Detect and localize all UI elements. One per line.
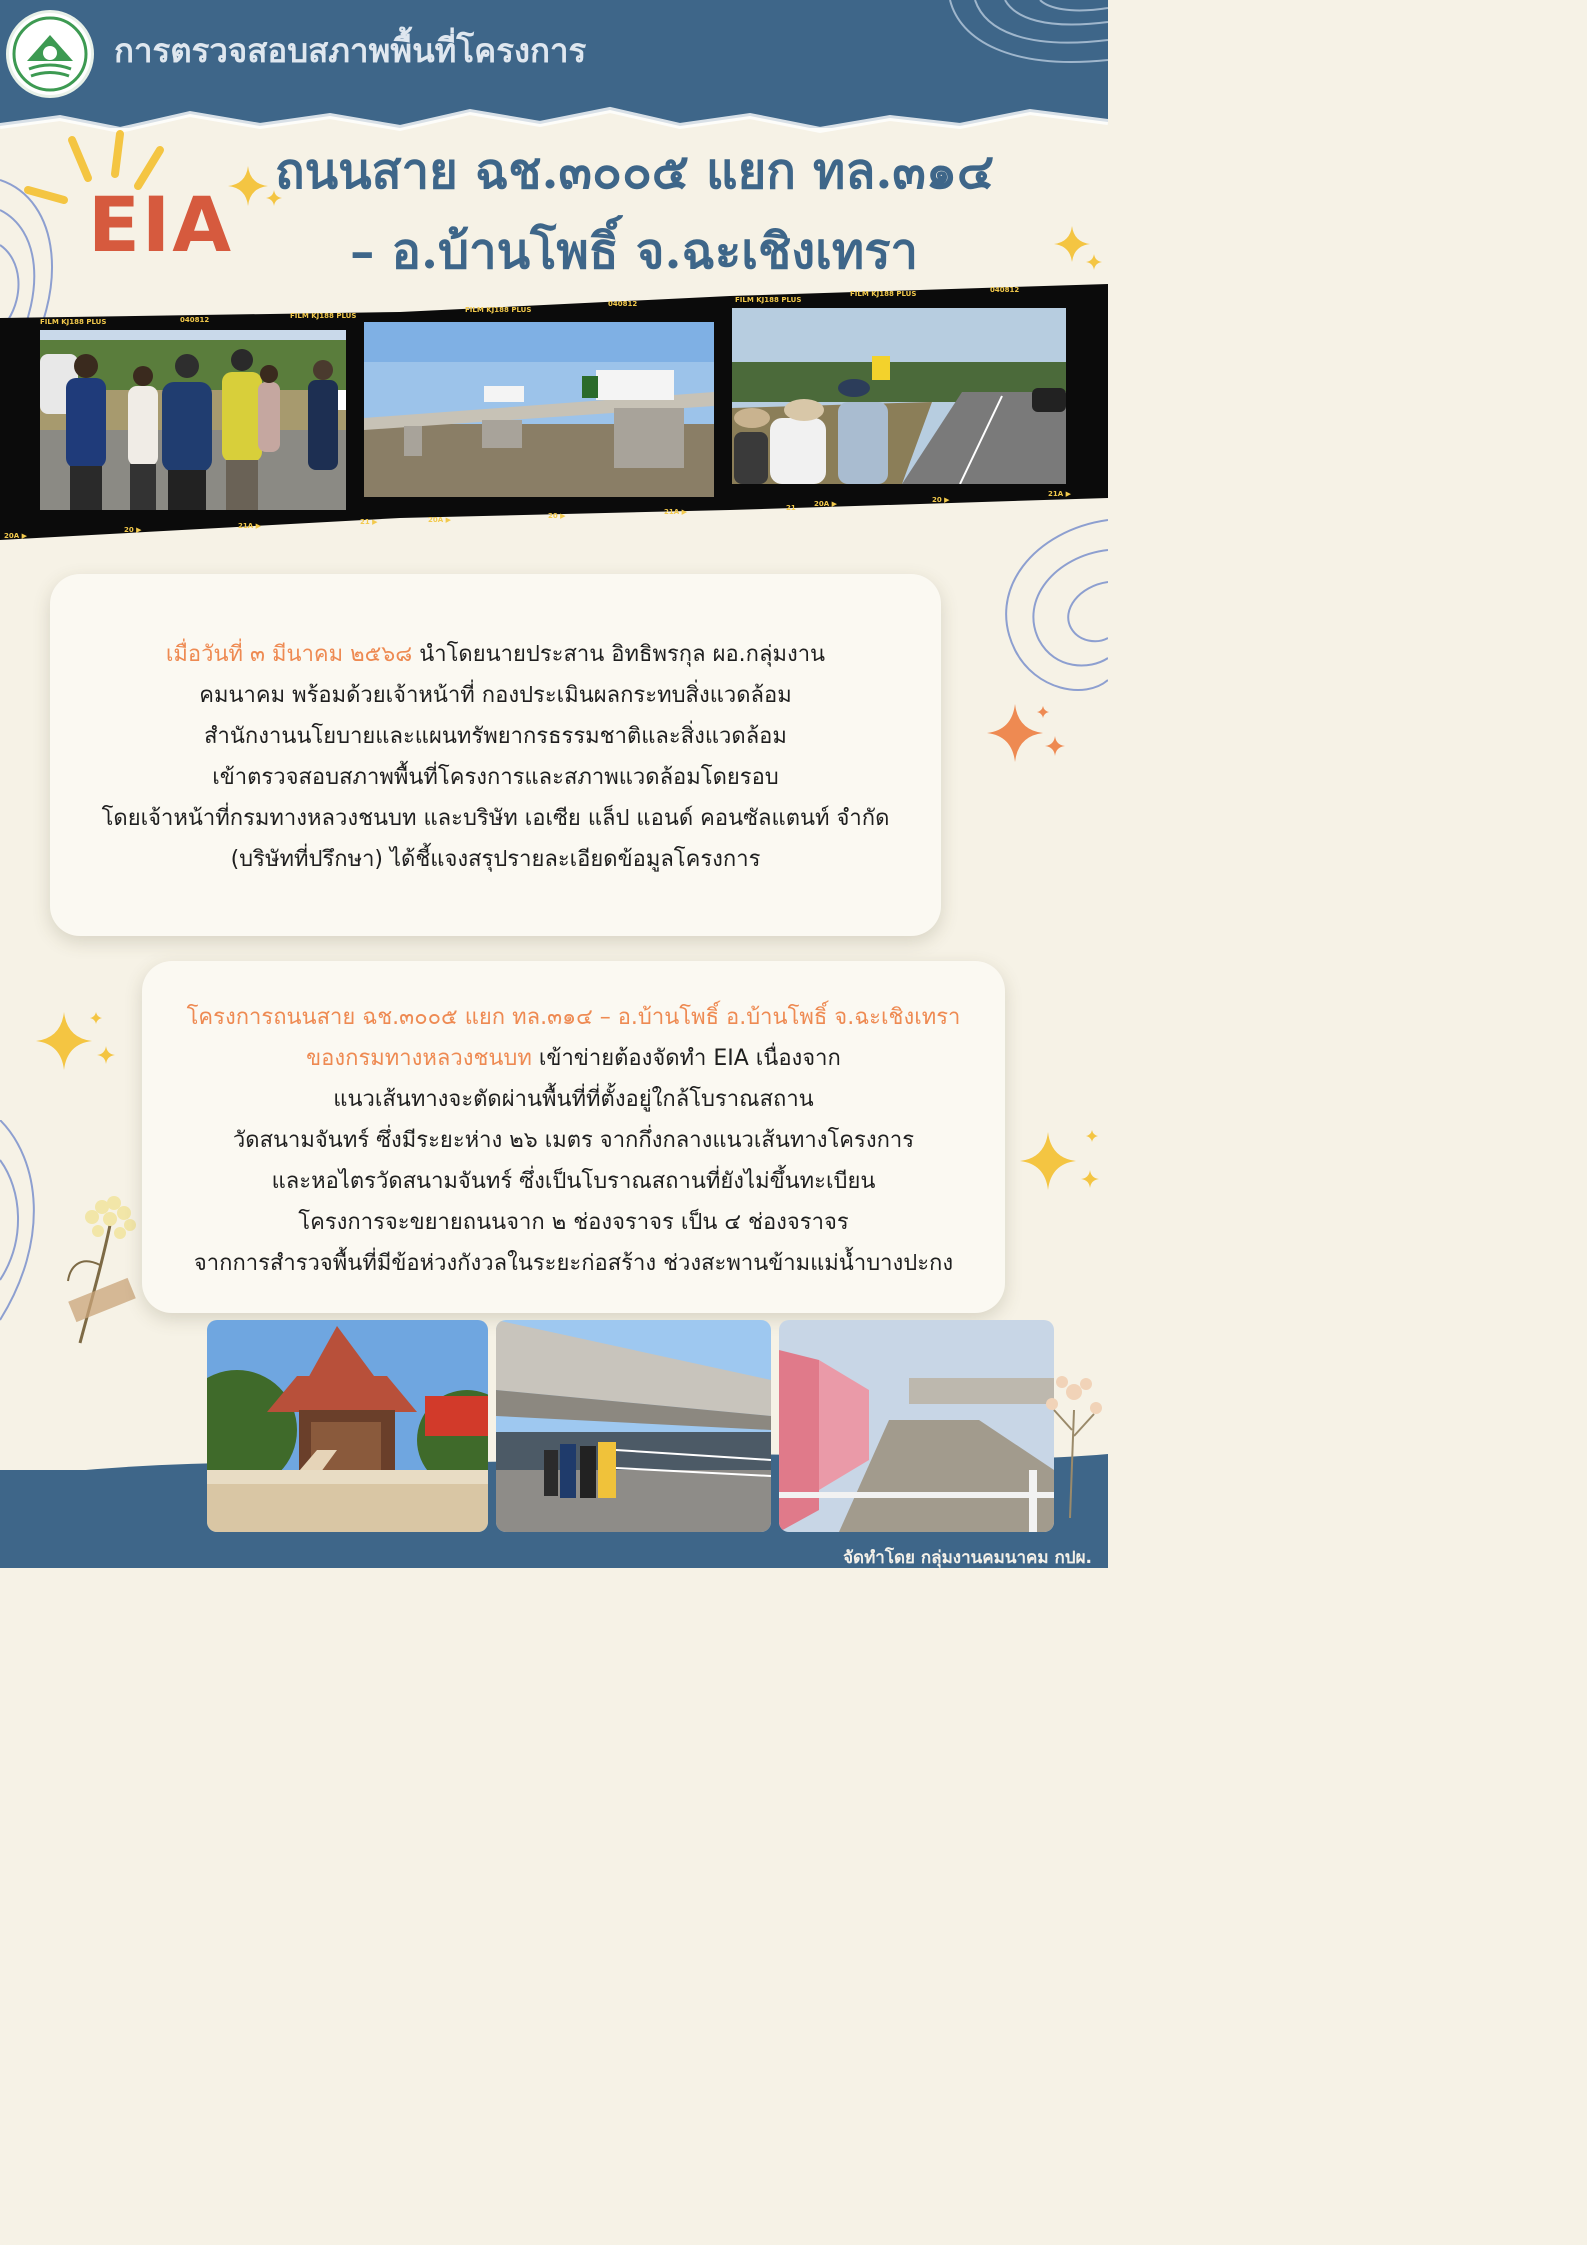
film-label: 21A ▶ (238, 522, 261, 530)
credit-text: จัดทำโดย กลุ่มงานคมนาคม กปผ. (843, 1548, 1092, 1568)
film-label: 20 ▶ (124, 526, 142, 534)
film-label: 21A ▶ (1048, 490, 1071, 498)
visit-summary-line: (บริษัทที่ปรึกษา) ได้ชี้แจงสรุปรายละเอียดข้อมูลโครงการ (230, 847, 761, 872)
bridge-underside-photo (496, 1320, 771, 1532)
sparkle-icon (1018, 1126, 1108, 1202)
temple-photo (207, 1320, 488, 1532)
film-label: FILM KJ188 PLUS (290, 312, 357, 320)
film-label: 21 ▶ (360, 518, 378, 526)
film-label: 040812 (990, 286, 1020, 294)
film-label: 21A ▶ (664, 508, 687, 516)
site-visit-photo-1 (40, 330, 346, 510)
logo-emblem-icon (9, 13, 91, 95)
film-label: FILM KJ188 PLUS (735, 296, 802, 304)
eia-badge: EIA (88, 180, 234, 269)
dried-flower-icon (1040, 1370, 1108, 1520)
visit-summary-line: เมื่อวันที่ ๓ มีนาคม ๒๕๖๘ นำโดยนายประสาน อิทธิพรกุล ผอ.กลุ่มงาน (165, 642, 826, 667)
film-label: 20A ▶ (814, 500, 837, 508)
visit-summary-line: สำนักงานนโยบายและแผนทรัพยากรธรรมชาติและสิ่งแวดล้อม (204, 724, 787, 749)
sparkle-icon (1050, 222, 1106, 278)
film-label: 040812 (180, 316, 210, 324)
project-details-line: และหอไตรวัดสนามจันทร์ ซึ่งเป็นโบราณสถานที่ยังไม่ขึ้นทะเบียน (271, 1169, 876, 1194)
film-label: 20 ▶ (932, 496, 950, 504)
visit-summary-line: เข้าตรวจสอบสภาพพื้นที่โครงการและสภาพแวดล้อมโดยรอบ (212, 765, 779, 790)
project-details-line: แนวเส้นทางจะตัดผ่านพื้นที่ที่ตั้งอยู่ใกล้โบราณสถาน (333, 1087, 814, 1112)
project-details-line: ของกรมทางหลวงชนบท เข้าข่ายต้องจัดทำ EIA เนื่องจาก (306, 1046, 841, 1071)
sparkle-icon (34, 1008, 124, 1080)
project-details-line: โครงการถนนสาย ฉช.๓๐๐๕ แยก ทล.๓๑๔ – อ.บ้านโพธิ์ อ.บ้านโพธิ์ จ.ฉะเชิงเทรา (186, 1005, 961, 1030)
project-details-line: โครงการจะขยายถนนจาก ๒ ช่องจราจร เป็น ๔ ช่องจราจร (298, 1210, 849, 1235)
visit-summary-line: โดยเจ้าหน้าที่กรมทางหลวงชนบท และบริษัท เอเซีย แล็ป แอนด์ คอนซัลแตนท์ จำกัด (101, 806, 890, 831)
film-label: 20A ▶ (428, 516, 451, 524)
site-visit-photo-2 (364, 322, 714, 497)
site-visit-photo-3 (732, 308, 1066, 484)
header-contour-decoration (930, 0, 1108, 110)
film-label: FILM KJ188 PLUS (40, 318, 107, 326)
film-label: 040812 (608, 300, 638, 308)
project-details-line: วัดสนามจันทร์ ซึ่งมีระยะห่าง ๒๖ เมตร จากกึ่งกลางแนวเส้นทางโครงการ (232, 1128, 915, 1153)
road-construction-photo (779, 1320, 1054, 1532)
film-label: 20A ▶ (4, 532, 27, 540)
visit-summary-card (50, 574, 941, 936)
visit-date: เมื่อวันที่ ๓ มีนาคม ๒๕๖๘ (165, 642, 413, 667)
film-label: FILM KJ188 PLUS (465, 306, 532, 314)
contour-lines-decoration (975, 510, 1108, 710)
project-details-card (142, 961, 1005, 1313)
film-label: FILM KJ188 PLUS (850, 290, 917, 298)
project-details-line: จากการสำรวจพื้นที่มีข้อห่วงกังวลในระยะก่อสร้าง ช่วงสะพานข้ามแม่น้ำบางปะกง (193, 1251, 954, 1276)
project-title-line-1: ถนนสาย ฉช.๓๐๐๕ แยก ทล.๓๑๔ (275, 142, 995, 200)
film-label: 21 (786, 504, 796, 512)
sparkle-icon (985, 700, 1075, 770)
organization-logo (6, 10, 94, 98)
film-label: 20 ▶ (548, 512, 566, 520)
visit-summary-line: คมนาคม พร้อมด้วยเจ้าหน้าที่ กองประเมินผลกระทบสิ่งแวดล้อม (199, 683, 792, 708)
project-title-line-2: – อ.บ้านโพธิ์ จ.ฉะเชิงเทรา (350, 222, 919, 280)
header-title: การตรวจสอบสภาพพื้นที่โครงการ (114, 31, 587, 70)
